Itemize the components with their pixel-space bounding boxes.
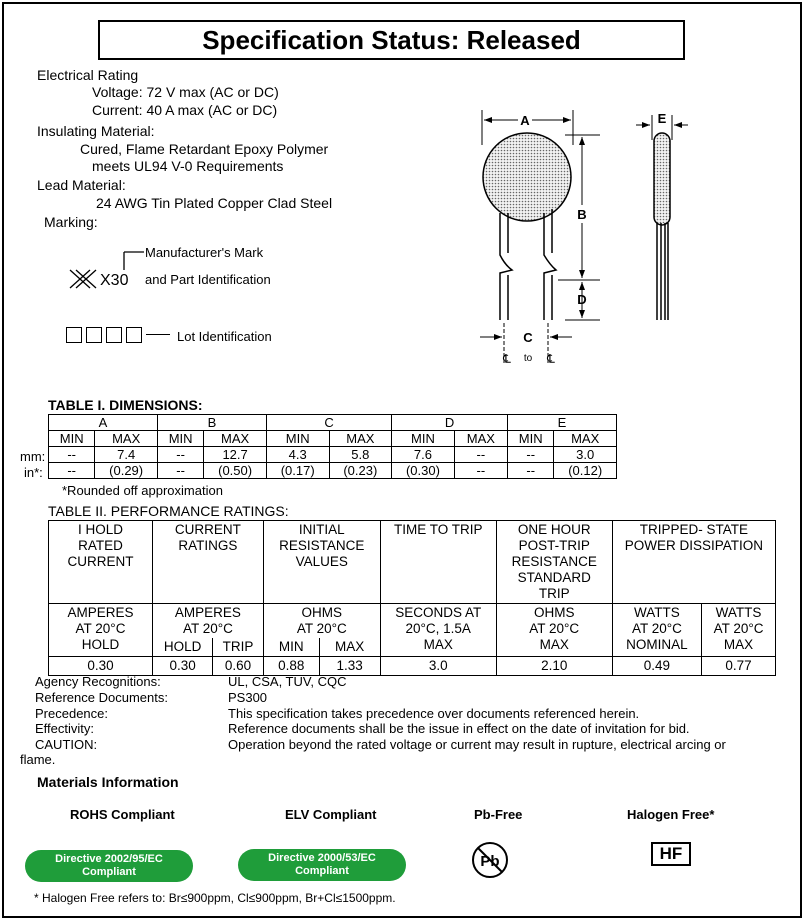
col-max: MAX [454,431,507,447]
table-cell: (0.30) [392,463,455,479]
dimension-d-label: D [577,292,587,307]
precedence-label: Precedence: [35,706,108,721]
lot-boxes [66,326,146,343]
lead-heading: Lead Material: [37,177,126,193]
reference-label: Reference Documents: [35,690,168,705]
precedence-value: This specification takes precedence over documents referenced herein. [228,706,640,721]
units-hold: HOLD [153,638,213,657]
caution-label: CAUTION: [35,737,98,752]
table-cell: -- [49,447,95,463]
table-cell: 0.60 [213,657,264,676]
table-cell: 0.49 [612,657,701,676]
electrical-heading: Electrical Rating [37,67,139,83]
part-code: X30 [100,272,129,289]
header-current-ratings: CURRENT RATINGS [153,521,264,604]
caution-continuation: flame. [20,752,56,767]
halogen-free-icon: HF [651,842,691,866]
marking-heading: Marking: [44,214,98,230]
col-min: MIN [392,431,455,447]
table-cell: -- [49,463,95,479]
units-ihold: AMPERES AT 20°C HOLD [49,604,153,657]
table-cell: 12.7 [204,447,267,463]
col-max: MAX [554,431,617,447]
centerline-right-symbol: ℄ [547,352,555,366]
col-max: MAX [204,431,267,447]
component-drawing [470,95,770,395]
table-cell: -- [508,463,554,479]
pb-free-label: Pb-Free [474,807,523,822]
units-min: MIN [263,638,319,657]
header-time-to-trip: TIME TO TRIP [380,521,496,604]
units-post-trip: OHMS AT 20°C MAX [496,604,612,657]
table-cell: -- [508,447,554,463]
dimension-b-label: B [577,207,587,222]
insulating-heading: Insulating Material: [37,123,155,139]
lot-identification-label: Lot Identification [177,329,272,344]
units-power-nominal: WATTS AT 20°C NOMINAL [612,604,701,657]
dimensions-table [48,414,617,479]
lead-line1: 24 AWG Tin Plated Copper Clad Steel [96,195,333,211]
part-identification-label: and Part Identification [145,272,271,287]
table-cell: -- [157,447,203,463]
table-cell: 0.30 [49,657,153,676]
units-resistance: OHMS AT 20°C [263,604,380,639]
table-cell: (0.17) [266,463,329,479]
dimension-a-label: A [520,113,530,128]
units-trip: TRIP [213,638,264,657]
table2-title: TABLE II. PERFORMANCE RATINGS: [48,503,289,519]
performance-table [48,520,776,676]
elv-badge: Directive 2000/53/EC Compliant [238,849,406,881]
col-min: MIN [49,431,95,447]
in-row-label: in*: [24,465,43,480]
col-max: MAX [95,431,158,447]
col-group-a: A [49,415,158,431]
table-cell: 7.6 [392,447,455,463]
table-cell: -- [454,447,507,463]
table-cell: 5.8 [329,447,392,463]
header-tripped-state-power: TRIPPED- STATE POWER DISSIPATION [612,521,775,604]
col-group-e: E [508,415,617,431]
effectivity-value: Reference documents shall be the issue in effect on the date of invitation for bid. [228,721,690,736]
elv-label: ELV Compliant [285,807,377,822]
manufacturer-mark-label: Manufacturer's Mark [145,245,264,260]
page-title: Specification Status: Released [98,20,685,60]
agency-value: UL, CSA, TUV, CQC [228,674,347,689]
table-cell: -- [157,463,203,479]
table-cell: (0.12) [554,463,617,479]
values-row [49,657,776,676]
col-group-b: B [157,415,266,431]
col-min: MIN [266,431,329,447]
svg-text:Pb: Pb [480,853,500,870]
col-group-c: C [266,415,391,431]
header-ihold: I HOLD RATED CURRENT [49,521,153,604]
current-rating: Current: 40 A max (AC or DC) [92,102,278,118]
table-cell: (0.23) [329,463,392,479]
in-row [49,463,617,479]
table-cell: 4.3 [266,447,329,463]
agency-label: Agency Recognitions: [35,674,161,689]
units-time-to-trip: SECONDS AT 20°C, 1.5A MAX [380,604,496,657]
mm-row-label: mm: [20,449,46,464]
table-cell: -- [454,463,507,479]
table-cell: 0.30 [153,657,213,676]
table1-footnote: *Rounded off approximation [62,483,223,498]
col-group-d: D [392,415,508,431]
table-cell: 3.0 [380,657,496,676]
insulating-line2: meets UL94 V-0 Requirements [92,158,284,174]
mm-row [49,447,617,463]
halogen-free-label: Halogen Free* [627,807,715,822]
centerline-to-label: to [523,353,533,364]
col-min: MIN [508,431,554,447]
units-current-ratings: AMPERES AT 20°C [153,604,264,639]
table-cell: (0.50) [204,463,267,479]
voltage-rating: Voltage: 72 V max (AC or DC) [92,84,279,100]
table-cell: 3.0 [554,447,617,463]
table-cell: 0.77 [702,657,776,676]
dimension-c-label: C [523,330,533,345]
marking-leader-lines [60,240,155,300]
table-cell: 0.88 [263,657,319,676]
header-initial-resistance: INITIAL RESISTANCE VALUES [263,521,380,604]
effectivity-label: Effectivity: [35,721,95,736]
rohs-badge: Directive 2002/95/EC Compliant [25,850,193,882]
reference-value: PS300 [228,690,268,705]
lot-leader-line [146,334,170,335]
centerline-left-symbol: ℄ [503,352,511,366]
table-cell: 1.33 [319,657,380,676]
col-max: MAX [329,431,392,447]
insulating-line1: Cured, Flame Retardant Epoxy Polymer [80,141,329,157]
rohs-label: ROHS Compliant [70,807,175,822]
units-max: MAX [319,638,380,657]
dimension-e-label: E [657,111,667,126]
table1-title: TABLE I. DIMENSIONS: [48,397,203,413]
halogen-footnote: * Halogen Free refers to: Br≤900ppm, Cl≤900ppm, Br+Cl≤1500ppm. [34,891,396,905]
materials-heading: Materials Information [37,774,179,790]
header-post-trip-resistance: ONE HOUR POST-TRIP RESISTANCE STANDARD TRIP [496,521,612,604]
table-cell: 2.10 [496,657,612,676]
table-cell: 7.4 [95,447,158,463]
table-cell: (0.29) [95,463,158,479]
col-min: MIN [157,431,203,447]
pb-free-icon [470,840,510,880]
caution-value: Operation beyond the rated voltage or current may result in rupture, electrical arcing or [228,737,726,752]
units-power-max: WATTS AT 20°C MAX [702,604,776,657]
